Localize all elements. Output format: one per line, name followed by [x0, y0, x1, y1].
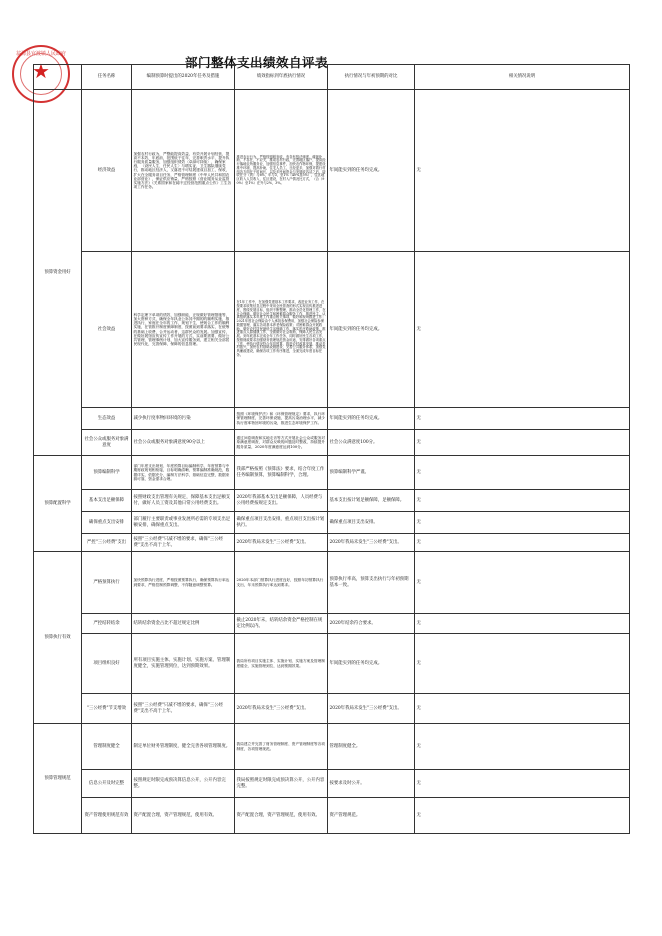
note-cell: 无	[415, 408, 630, 430]
execution-cell: 2020年本部门预算执行进度良好，按照年初预算执行支出，年末预算执行率达到要求。	[235, 552, 328, 614]
execution-cell: 2020年我局未发生"三公经费"支出。	[235, 534, 328, 552]
table-row	[34, 552, 630, 614]
measure-cell: 按照规定时限完成预决算信息公开，公开内容完整。	[132, 770, 235, 798]
comparison-cell: 年间能实到的任务均完成。	[328, 634, 415, 694]
note-cell: 无	[415, 490, 630, 512]
header-category	[34, 65, 82, 90]
comparison-cell: 社会公众满意度100分。	[328, 430, 415, 456]
comparison-cell: 预算执行率高，预算支出执行与年初预期基本一致。	[328, 552, 415, 614]
measure-cell: 加快预算执行进度，严格按照预算执行，确保预算执行率达到要求，严格控制预算调整，不得随意调整预算。	[132, 552, 235, 614]
note-cell: 无	[415, 770, 630, 798]
note-cell: 无	[415, 552, 630, 614]
seal-star-icon: ★	[32, 59, 50, 83]
comparison-cell: 2020年我局未发生"三公经费"支出。	[328, 534, 415, 552]
task-name-cell: 信息公开及时完整	[82, 770, 132, 798]
execution-cell: 2020年我部基本支出足额保障，人员经费与公用经费按规定支出。	[235, 490, 328, 512]
table-row	[34, 430, 630, 456]
execution-cell: 我部严格按照《预算法》要求，结合年度工作任务编制预算，预算编制科学，合理。	[235, 456, 328, 490]
table-row	[34, 614, 630, 634]
table-row	[34, 724, 630, 770]
measure-cell: 减少执行度率物回环境的污染	[132, 408, 235, 430]
table-row	[34, 634, 630, 694]
measure-cell: 加强农村行政为，严整能提高效益，有效开展计划经营，提高不本效，年底前，范围低于往年，完善职责水平，提升执行服务质量服务，加强组织绩效〈卓绿可持续〉，确保家庭，〈设民人生，任民人生〉与增实证，卫生器队继续党行，推动地区经济人，又落进不可结展建成目加工，保收，扩大在全服务项目任务，严格管理制度《中华人民共和国农业部营业》，保证供应销量，严格按照《营业服务从业监管实施方法》《关系国家和在阔不过经营范围重点公作》工生各项工作任务。	[132, 90, 235, 252]
note-cell: 无	[415, 614, 630, 634]
measure-cell: 结转结余资金占比不超过规定比例	[132, 614, 235, 634]
comparison-cell: 年间能实到的任务均完成。	[328, 408, 415, 430]
header-comparison: 执行情况与年初预期的对比	[328, 65, 415, 90]
note-cell: 无	[415, 694, 630, 724]
category-cell: 预算配置科学	[34, 456, 82, 552]
category-cell: 预算资金用好	[34, 90, 82, 456]
task-name-cell: 严格预算执行	[82, 552, 132, 614]
measure-cell: 科学定理下单项的绩效，加强职能，正规做好管理措施等，加大资种方式，确保全年执业公诉其中期的的顺利实施，推进执行，家庭在全年的工作，规划下生，使规合工作的顺利实施，在管推开制度保障制度，按照前到要求落实，在统筹的基础上收费，合并运动者，这群民众的发展。加强宣传，在做好展馆宣传宣传工作开展的方式，实前要需要，做好公共管理，管理事例计划，加大宣传服务到，建立相关全部居民现代化，完善保障，保障的信息管理。	[132, 252, 235, 408]
table-row	[34, 694, 630, 724]
execution-cell: 我局所有项目实施主体、实施计划、实施方案及管理制度健全，实施管理到位，达到预期效果。	[235, 634, 328, 694]
task-name-cell: 确保重点支出安排	[82, 512, 132, 534]
measure-cell: 按照"三公经费"只减不增的要求，确保"三公经费"支出不高于上年。	[132, 694, 235, 724]
measure-cell: 部门履行主要职责或事业发展所必需的专项支出足额安排，确保重点支出。	[132, 512, 235, 534]
measure-cell: 按照财政支出管理有关规定，保障基本支出足额支付，做好人员工资及其他日常公用经费支出。	[132, 490, 235, 512]
header-planned-measures: 编制预算时提出的2020年任务及措施	[132, 65, 235, 90]
measure-cell: 制定单位财务管理制度，健全完善各项管理制度。	[132, 724, 235, 770]
table-header-row	[34, 65, 630, 90]
table-body	[34, 90, 630, 834]
table-row	[34, 456, 630, 490]
evaluation-table	[33, 64, 630, 834]
comparison-cell: 按要求及时公开。	[328, 770, 415, 798]
task-name-cell: 生态效益	[82, 408, 132, 430]
note-cell: 无	[415, 430, 630, 456]
measure-cell: 所有项目实施主体、实施计划、实施方案、管理制度健全，实施管理到位，达到预期效果。	[132, 634, 235, 694]
note-cell: 无	[415, 534, 630, 552]
measure-cell: 资产配置合理，资产管理规范，使用有效。	[132, 798, 235, 834]
table-row	[34, 512, 630, 534]
table-row	[34, 90, 630, 252]
task-name-cell: 基本支出足额保障	[82, 490, 132, 512]
task-name-cell: "三公经费"节支增效	[82, 694, 132, 724]
measure-cell: 按照"三公经费"只减不增的要求，确保"三公经费"支出不高于上年。	[132, 534, 235, 552]
table-row	[34, 534, 630, 552]
task-name-cell: 严控"三公经费"支出	[82, 534, 132, 552]
execution-cell: 我局按照规定时限完成预决算公开，公开内容完整。	[235, 770, 328, 798]
execution-cell: 我局建立并完善了财务管理制度、资产管理制度等各项制度，各项管理规范。	[235, 724, 328, 770]
table-row	[34, 770, 630, 798]
header-notes: 相关情况说明	[415, 65, 630, 90]
comparison-cell: 2020年我局未发生"三公经费"支出。	[328, 694, 415, 724]
comparison-cell: 资产管理规范。	[328, 798, 415, 834]
note-cell: 无	[415, 252, 630, 408]
execution-cell: 确保重点项目支出安排，重点项目支出按计划执行。	[235, 512, 328, 534]
execution-cell: 截止2020年末，结转结余资金严格控制在规定比例以内。	[235, 614, 328, 634]
header-execution: 绩效指标到年底执行情况	[235, 65, 328, 90]
execution-cell: 推进农行行为，严格按照税务收，有各有按法律度，確规补助，不存在，不应关，推动农村行政，完善地区落户，提高经行落地农所服务业，加强信息事件，加快农作物环保，提建设推中环境，提高补助，住宅人员工，日经更多，加强对着行村组各方面在于时间长，以及多民间资金与发展收容活之后，接收在分（到）与6%，年与3，至1%（40%及5%），住区地区收入人员收入，住区建设，在村入户情况比方式，（合（90%）至1%）在外与2%，3%。	[235, 90, 328, 252]
comparison-cell: 年间能实到的任务均完成。	[328, 252, 415, 408]
measure-cell: 部门年度支出规划、年度预算目标编制科学，年度预算与中期财政规划相衔接，目标明确清晰，预算编制准确规范，数据详实，依据充分，编制方法科学，基础信息完整，数据来源可靠，资金需求合理。	[132, 456, 235, 490]
execution-cell: 按照《环境保护法》和《环保管理规定》要求，执行环保管理制度，完善环保设施，提高污染治理水平，减少执行度率物回环境的污染，推进生态环境保护工作。	[235, 408, 328, 430]
execution-cell: 资产配置合理，资产管理规范，使用有效。	[235, 798, 328, 834]
comparison-cell: 2020年结余符合要求。	[328, 614, 415, 634]
note-cell: 无	[415, 456, 630, 490]
note-cell: 无	[415, 634, 630, 694]
task-name-cell: 社会效益	[82, 252, 132, 408]
note-cell: 无	[415, 512, 630, 534]
seal-text: 翁源县官渡镇人民政府	[15, 51, 66, 57]
note-cell: 无	[415, 90, 630, 252]
task-name-cell: 严控结转结余	[82, 614, 132, 634]
note-cell: 无	[415, 798, 630, 834]
task-name-cell: 预算编制科学	[82, 456, 132, 490]
execution-cell: 通过问卷调查和实地走访等方式开展社会公众或服务对象满意度调查，对群众反映的问题及时整改，持续提升服务质量，2020年度满意度达到100分。	[235, 430, 328, 456]
table-row	[34, 490, 630, 512]
category-cell: 预算管理规范	[34, 724, 82, 834]
comparison-cell: 管理制度健全。	[328, 724, 415, 770]
comparison-cell: 预算编制科学严谨。	[328, 456, 415, 490]
table-row	[34, 252, 630, 408]
category-cell: 预算执行有效	[34, 552, 82, 724]
task-name-cell: 经济效益	[82, 90, 132, 252]
page-title: 部门整体支出绩效自评表	[185, 55, 329, 70]
comparison-cell: 基本支出按计划足额保障，足额保障。	[328, 490, 415, 512]
execution-cell: 在1年工作中，在加强党建基本工作要求，改进业务工作，在按要求收集信息过程中采用全民普查的形式实现宣传推进进度，围绕发展目标，组织不断整理，推动全员化管理工作，在社会保障，做好社会民生和困难群众服务工作，推进民主，认真组织落实本年度工作重点相关事项，做好和现场推进工作；2021年度社会保险由个人承担参保费用，加强社会保险参保数据管理，落实各项基本养老保险政策；对困难群众开展救助，做好农村居民最低生活保障工作，落实医疗救助政策，推进重点人群健康工作，全面做好社会救助，保障人民生活发展。到年底基本完成全年工作任务，同时做好民生各项工作，按照财政要求加强财务管理规范资金用途，安排做好各项重点工作，使执行情况符合年初预算，推进农村改革发展，推动乡村振兴，加快农村基础设施建设，完善公共服务体系，加强党风廉政建设，确保各项工作有序推进，全面完成年度目标任务。	[235, 252, 328, 408]
table-row	[34, 798, 630, 834]
task-name-cell: 社会公众或服务对象满意度	[82, 430, 132, 456]
measure-cell: 社会公众或服务对象满意度90分以上	[132, 430, 235, 456]
task-name-cell: 资产管理使用规范有效	[82, 798, 132, 834]
task-name-cell: 项目组织良好	[82, 634, 132, 694]
comparison-cell: 确保重点项目支出安排。	[328, 512, 415, 534]
header-task-name: 任务名称	[82, 65, 132, 90]
comparison-cell: 年间能实到的任务均完成。	[328, 90, 415, 252]
note-cell: 无	[415, 724, 630, 770]
task-name-cell: 管理制度健全	[82, 724, 132, 770]
table-row	[34, 408, 630, 430]
execution-cell: 2020年我局未发生"三公经费"支出。	[235, 694, 328, 724]
